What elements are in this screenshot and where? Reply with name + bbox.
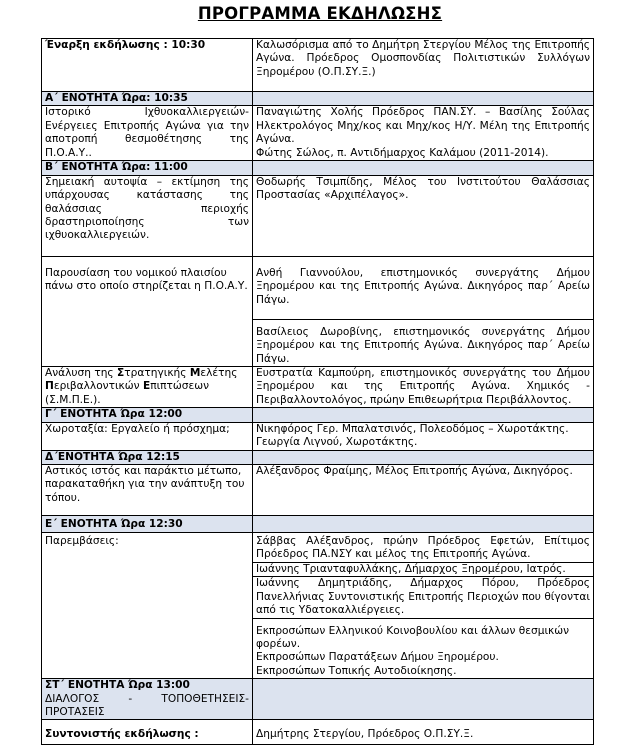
a1-speaker-1: Παναγιώτης Χολής Πρόεδρος ΠΑΝ.ΣΥ. – Βασίλης Σούλας Ηλεκτρολόγος Μηχ/κος και Μηχ/κος Η/Υ. Μέλη της Επιτροπής Αγώνα. — [256, 106, 590, 146]
e1-rep-1: Εκπροσώπων Ελληνικού Κοινοβουλίου και άλλων θεσμικών φορέων. — [256, 624, 570, 650]
program-table — [41, 38, 594, 745]
section-e-heading: Ε΄ ΕΝΟΤΗΤΑ Ώρα 12:30 — [42, 516, 253, 533]
e1-rep-2: Εκπροσώπων Παρατάξεων Δήμου Ξηρομέρου. — [256, 651, 499, 664]
a1-topic-cell: Ιστορικό Ιχθυοκαλλιεργειών- Ενέργειες Επιτροπής Αγώνα για την αποτροπή θεσμοθέτησης της Π.Ο.Α.Υ.. — [42, 106, 253, 161]
section-g-heading: Γ΄ ΕΝΟΤΗΤΑ Ώρα 12:00 — [42, 408, 253, 422]
b2-topic-cell: Παρουσίαση του νομικού πλαισίου πάνω στο οποίο στηρίζεται η Π.Ο.Α.Υ. — [42, 256, 253, 366]
a1-speakers-cell — [253, 106, 594, 161]
e1-topic-cell: Παρεμβάσεις: — [42, 533, 253, 679]
b2-speaker-1: Ανθή Γιαννούλου, επιστημονικός συνεργάτης Δήμου Ξηρομέρου και της Επιτροπής Αγώνα. Δικηγόρος παρ΄ Αρείω Πάγω. — [253, 256, 594, 319]
section-st-subtitle: ΔΙΑΛΟΓΟΣ - ΤΟΠΟΘΕΤΗΣΕΙΣ- ΠΡΟΤΑΣΕΙΣ — [45, 692, 249, 718]
table-row — [42, 465, 594, 516]
a1-speaker-2: Φώτης Σώλος, π. Αντιδήμαρχος Καλάμου (2011-2014). — [256, 146, 549, 159]
start-time-cell: Έναρξη εκδήλωσης : 10:30 — [42, 39, 253, 92]
e1-rep-3: Εκπροσώπων Τοπικής Αυτοδιοίκησης. — [256, 664, 457, 677]
g1-topic-cell: Χωροταξία: Εργαλείο ή πρόσχημα; — [42, 422, 253, 450]
section-row — [42, 679, 594, 720]
table-row — [42, 422, 594, 450]
table-row — [42, 175, 594, 256]
g1-speaker-cell: Νικηφόρος Γερ. Μπαλατσινός, Πολεοδόμος – Χωροτάκτης. Γεωργία Λιγνού, Χωροτάκτης. — [253, 422, 594, 450]
b2-speaker-2: Βασίλειος Δωροβίνης, επιστημονικός συνεργάτης Δήμου Ξηρομέρου και της Επιτροπής Αγώνα. Δικηγόρος παρ΄ Αρείω Πάγω. — [253, 319, 594, 366]
section-row — [42, 161, 594, 175]
e1-speaker-1: Σάββας Αλέξανδρος, πρώην Πρόεδρος Εφετών, Επίτιμος Πρόεδρος ΠΑ.ΝΣΥ και μέλος της Επιτροπής Αγώνα. — [253, 533, 594, 563]
section-row — [42, 450, 594, 464]
b1-speaker-cell: Θοδωρής Τσιμπίδης, Μέλος του Ινστιτούτου Θαλάσσιας Προστασίας «Αρχιπέλαγος». — [253, 175, 594, 256]
section-st-heading — [42, 679, 253, 720]
table-row — [42, 720, 594, 745]
table-row — [42, 367, 594, 408]
table-row — [42, 39, 594, 92]
section-d-heading: Δ΄ΕΝΟΤΗΤΑ Ώρα 12:15 — [42, 450, 253, 464]
d1-topic-cell: Αστικός ιστός και παράκτιο μέτωπο, παρακαταθήκη για την ανάπτυξη του τόπου. — [42, 465, 253, 516]
section-row — [42, 516, 594, 533]
welcome-cell: Καλωσόρισμα από το Δημήτρη Στεργίου Μέλος της Επιτροπής Αγώνα. Πρόεδρος Ομοσπονδίας Πολιτιστικών Συλλόγων Ξηρομέρου (Ο.Π.ΣΥ.Ξ.) — [253, 39, 594, 92]
b3-speaker-cell: Ευστρατία Καμπούρη, επιστημονικός συνεργάτης του Δήμου Ξηρομέρου και της Επιτροπής Αγώνα. Χημικός - Περιβαλλοντολόγος, πρώην Επιθεωρήτρια Περιβάλλοντος. — [253, 367, 594, 408]
b1-topic-cell: Σημειακή αυτοψία – εκτίμηση της υπάρχουσας κατάστασης της θαλάσσιας περιοχής δραστηριοποίησης των ιχθυοκαλλιεργειών. — [42, 175, 253, 256]
e1-speaker-3: Ιωάννης Δημητριάδης, Δήμαρχος Πόρου, Πρόεδρος Πανελλήνιας Συντονιστικής Επιτροπής Περιοχών που θίγονται από τις Υδατοκαλλιέργειες. — [253, 577, 594, 618]
e1-speaker-2: Ιωάννης Τριανταφυλλάκης, Δήμαρχος Ξηρομέρου, Ιατρός. — [253, 562, 594, 576]
e1-speaker-4 — [253, 618, 594, 679]
section-row — [42, 92, 594, 106]
coordinator-label: Συντονιστής εκδήλωσης : — [42, 720, 253, 745]
section-row — [42, 408, 594, 422]
section-a-heading: Α΄ ΕΝΟΤΗΤΑ Ώρα: 10:35 — [42, 92, 253, 106]
table-row — [42, 256, 594, 319]
b3-topic-cell: Ανάλυση της Στρατηγικής Μελέτης Περιβαλλοντικών Επιπτώσεων (Σ.Μ.Π.Ε.). — [42, 367, 253, 408]
page-title: ΠΡΟΓΡΑΜΜΑ ΕΚΔΗΛΩΣΗΣ — [197, 4, 443, 23]
section-st-title: ΣΤ΄ ΕΝΟΤΗΤΑ Ώρα 13:00 — [45, 679, 190, 692]
section-b-heading: Β΄ ΕΝΟΤΗΤΑ Ώρα: 11:00 — [42, 161, 253, 175]
table-row — [42, 533, 594, 563]
d1-speaker-cell: Αλέξανδρος Φραίμης, Μέλος Επιτροπής Αγώνα, Δικηγόρος. — [253, 465, 594, 516]
table-row — [42, 106, 594, 161]
coordinator-name: Δημήτρης Στεργίου, Πρόεδρος Ο.Π.ΣΥ.Ξ. — [253, 720, 594, 745]
